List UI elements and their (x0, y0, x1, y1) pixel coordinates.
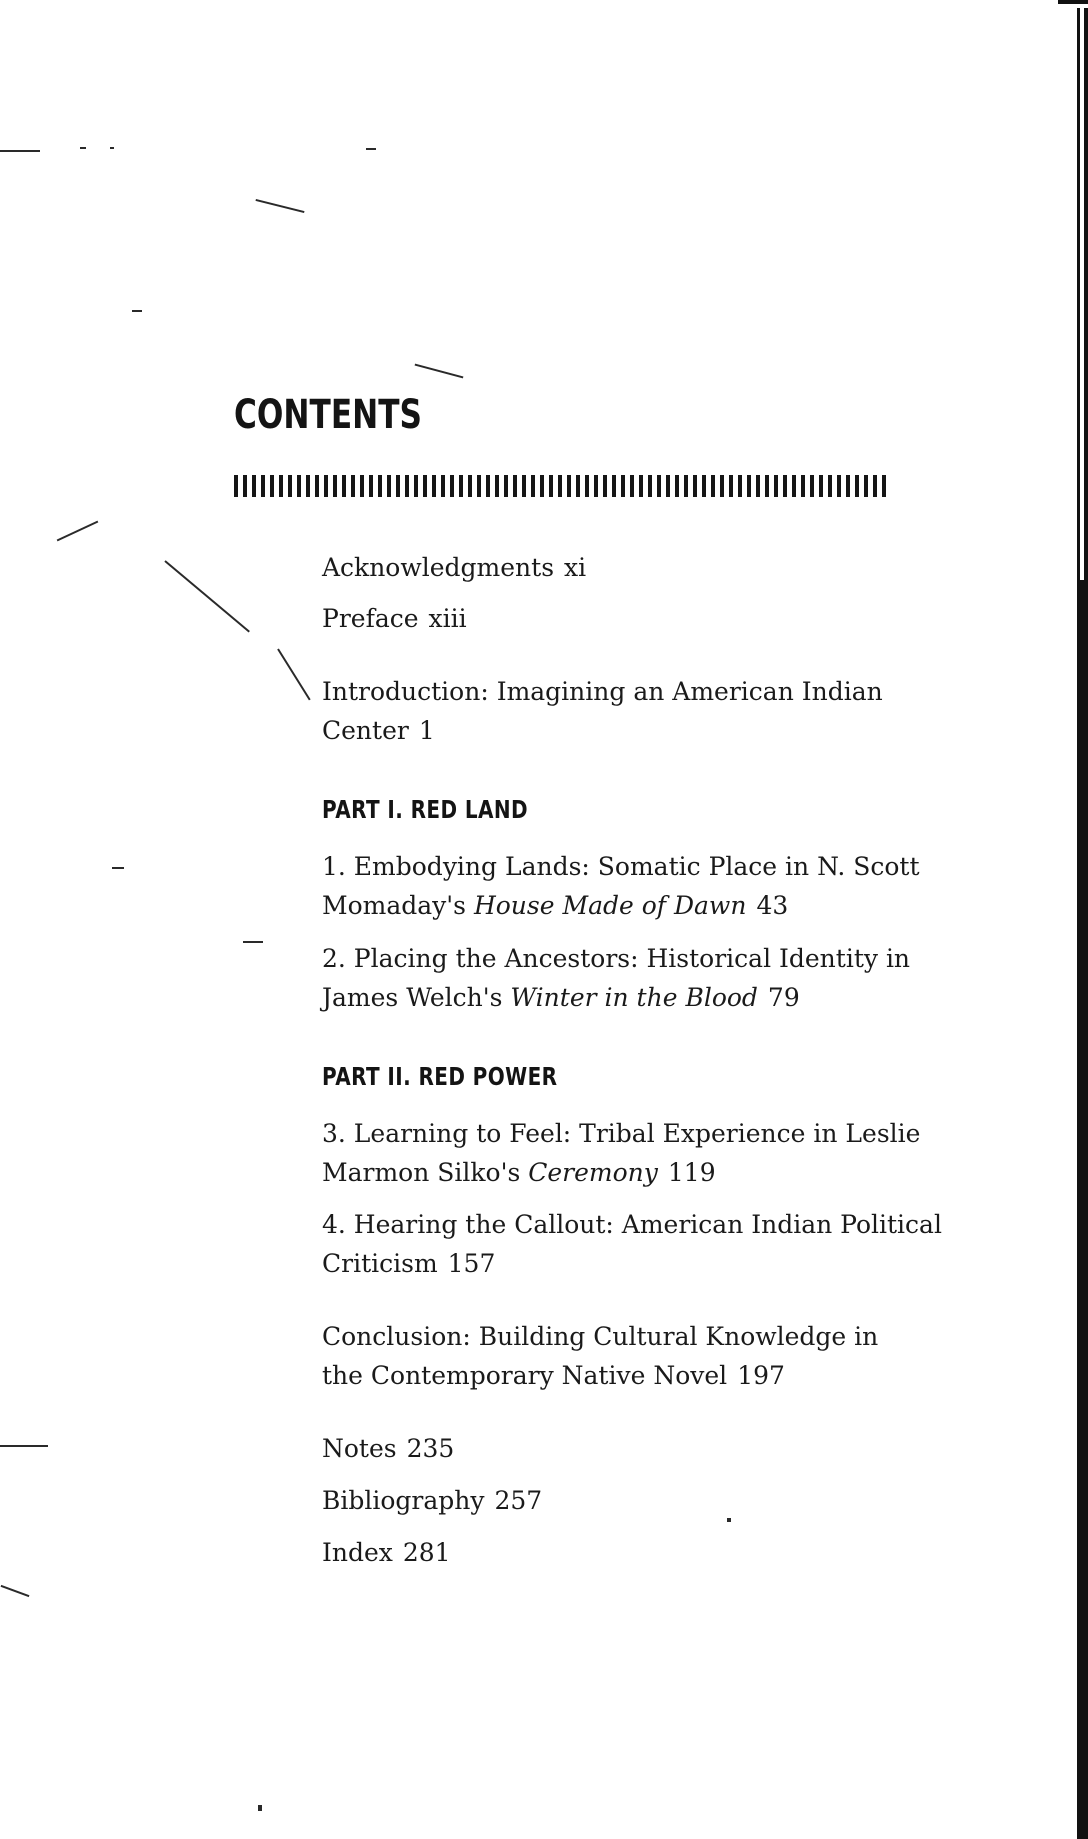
scan-smudge (415, 364, 464, 379)
toc-page-number: xiii (428, 604, 467, 633)
toc-page-number: 79 (767, 983, 800, 1012)
scan-smudge (1, 1585, 30, 1597)
toc-entry-line: 3. Learning to Feel: Tribal Experience in Leslie (322, 1119, 921, 1148)
page-title: CONTENTS (234, 392, 422, 438)
toc-page-number: 1 (418, 716, 435, 745)
scan-smudge (80, 147, 86, 149)
toc-entry-line: James Welch's (322, 983, 503, 1012)
toc-entry-line: 1. Embodying Lands: Somatic Place in N. Scott (322, 852, 920, 881)
scan-smudge (277, 648, 310, 700)
toc-entry-chapter-2 (322, 939, 910, 1017)
part-heading: PART II. RED POWER (322, 1062, 558, 1091)
toc-entry-label: Index (322, 1538, 393, 1567)
toc-entry-line: Conclusion: Building Cultural Knowledge in (322, 1322, 879, 1351)
toc-entry-line: Momaday's (322, 891, 466, 920)
toc-entry-line: 4. Hearing the Callout: American Indian Political (322, 1210, 942, 1239)
toc-entry-label: Bibliography (322, 1486, 485, 1515)
toc-entry-label: Notes (322, 1434, 397, 1463)
toc-entry-introduction (322, 672, 883, 750)
scan-smudge (256, 199, 305, 213)
scan-smudge (132, 310, 142, 312)
toc-page-number: xi (564, 553, 587, 582)
toc-entry-line: Marmon Silko's (322, 1158, 521, 1187)
decorative-rule (234, 475, 888, 497)
page-edge-gap (1080, 0, 1084, 580)
toc-entry-label: Acknowledgments (322, 553, 555, 582)
toc-book-title: Ceremony (528, 1158, 658, 1187)
scan-smudge (110, 147, 114, 149)
toc-entry-line: 2. Placing the Ancestors: Historical Identity in (322, 944, 911, 973)
scan-smudge (112, 867, 124, 869)
toc-entry-preface (322, 599, 467, 638)
toc-page-number: 197 (737, 1361, 785, 1390)
toc-entry-label: Preface (322, 604, 419, 633)
scan-smudge (0, 150, 40, 152)
toc-entry-bibliography (322, 1481, 542, 1520)
toc-entry-index (322, 1533, 451, 1572)
toc-book-title: House Made of Dawn (473, 891, 747, 920)
scan-smudge (164, 560, 250, 632)
scan-smudge (258, 1805, 262, 1811)
toc-entry-line: Center (322, 716, 409, 745)
toc-entry-line: Introduction: Imagining an American Indian (322, 677, 883, 706)
toc-page-number: 43 (756, 891, 789, 920)
toc-page-number: 235 (406, 1434, 455, 1463)
toc-page-number: 257 (494, 1486, 543, 1515)
toc-page-number: 119 (667, 1158, 716, 1187)
toc-entry-notes (322, 1429, 454, 1468)
toc-entry-acknowledgments (322, 548, 586, 587)
toc-entry-chapter-3 (322, 1114, 920, 1192)
scan-smudge (366, 148, 376, 150)
toc-entry-conclusion (322, 1317, 878, 1395)
toc-book-title: Winter in the Blood (510, 983, 758, 1012)
scan-smudge (0, 1445, 48, 1447)
scan-smudge (727, 1518, 731, 1522)
toc-entry-chapter-1 (322, 847, 920, 925)
page-corner-mark (1058, 0, 1088, 12)
toc-page-number: 281 (402, 1538, 451, 1567)
scan-smudge (57, 521, 99, 542)
toc-page-number: 157 (447, 1249, 496, 1278)
toc-entry-line: the Contemporary Native Novel (322, 1361, 728, 1390)
toc-entry-chapter-4 (322, 1205, 942, 1283)
scan-smudge (243, 941, 263, 943)
toc-entry-line: Criticism (322, 1249, 438, 1278)
part-heading: PART I. RED LAND (322, 795, 528, 824)
